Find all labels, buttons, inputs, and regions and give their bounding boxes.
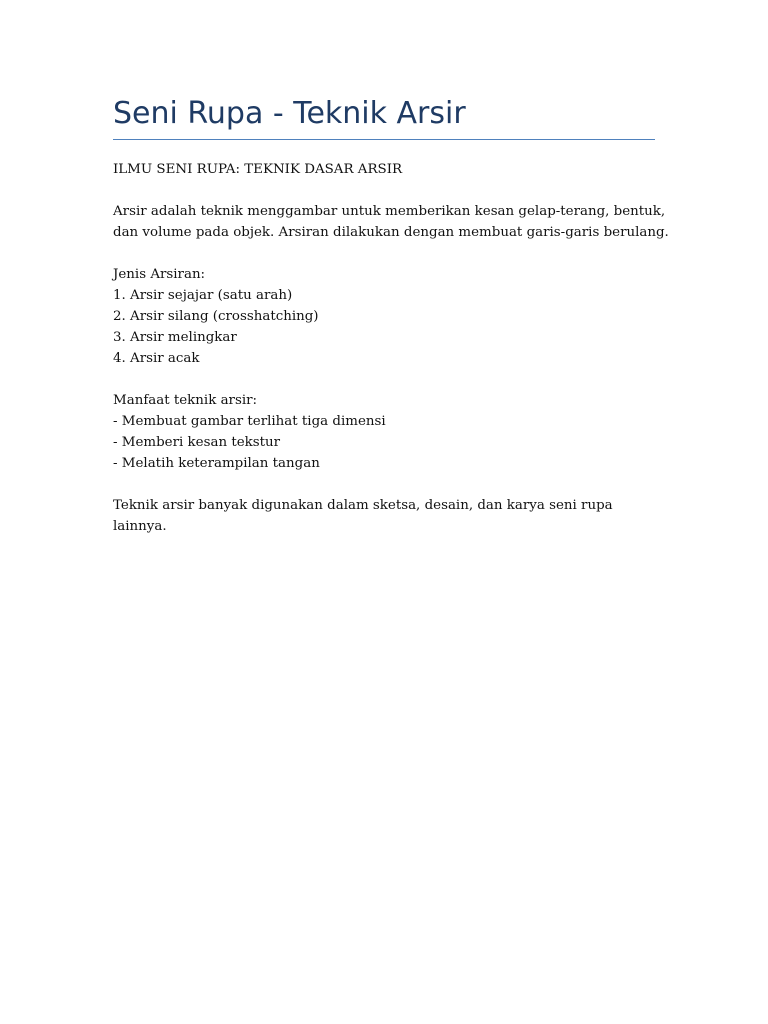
benefits-heading: Manfaat teknik arsir: xyxy=(113,393,258,408)
intro-paragraph xyxy=(113,201,669,243)
list-item: 4. Arsir acak xyxy=(113,351,200,366)
closing-paragraph: Teknik arsir banyak digunakan dalam sketsa, desain, dan karya seni rupa lainnya. xyxy=(113,498,613,534)
list-item: - Membuat gambar terlihat tiga dimensi xyxy=(113,414,386,429)
document-content xyxy=(113,93,669,537)
intro-line: Arsir adalah teknik menggambar untuk memberikan kesan gelap-terang, bentuk, xyxy=(113,204,666,219)
list-item: - Memberi kesan tekstur xyxy=(113,435,281,450)
types-section xyxy=(113,264,655,369)
benefits-section xyxy=(113,390,655,474)
document-title: Seni Rupa - Teknik Arsir xyxy=(113,93,655,140)
types-heading: Jenis Arsiran: xyxy=(113,267,206,282)
list-item: - Melatih keterampilan tangan xyxy=(113,456,320,471)
intro-line: dan volume pada objek. Arsiran dilakukan dengan membuat garis-garis berulang. xyxy=(113,225,669,240)
document-subtitle: ILMU SENI RUPA: TEKNIK DASAR ARSIR xyxy=(113,162,403,177)
list-item: 3. Arsir melingkar xyxy=(113,330,237,345)
list-item: 2. Arsir silang (crosshatching) xyxy=(113,309,319,324)
list-item: 1. Arsir sejajar (satu arah) xyxy=(113,288,293,303)
